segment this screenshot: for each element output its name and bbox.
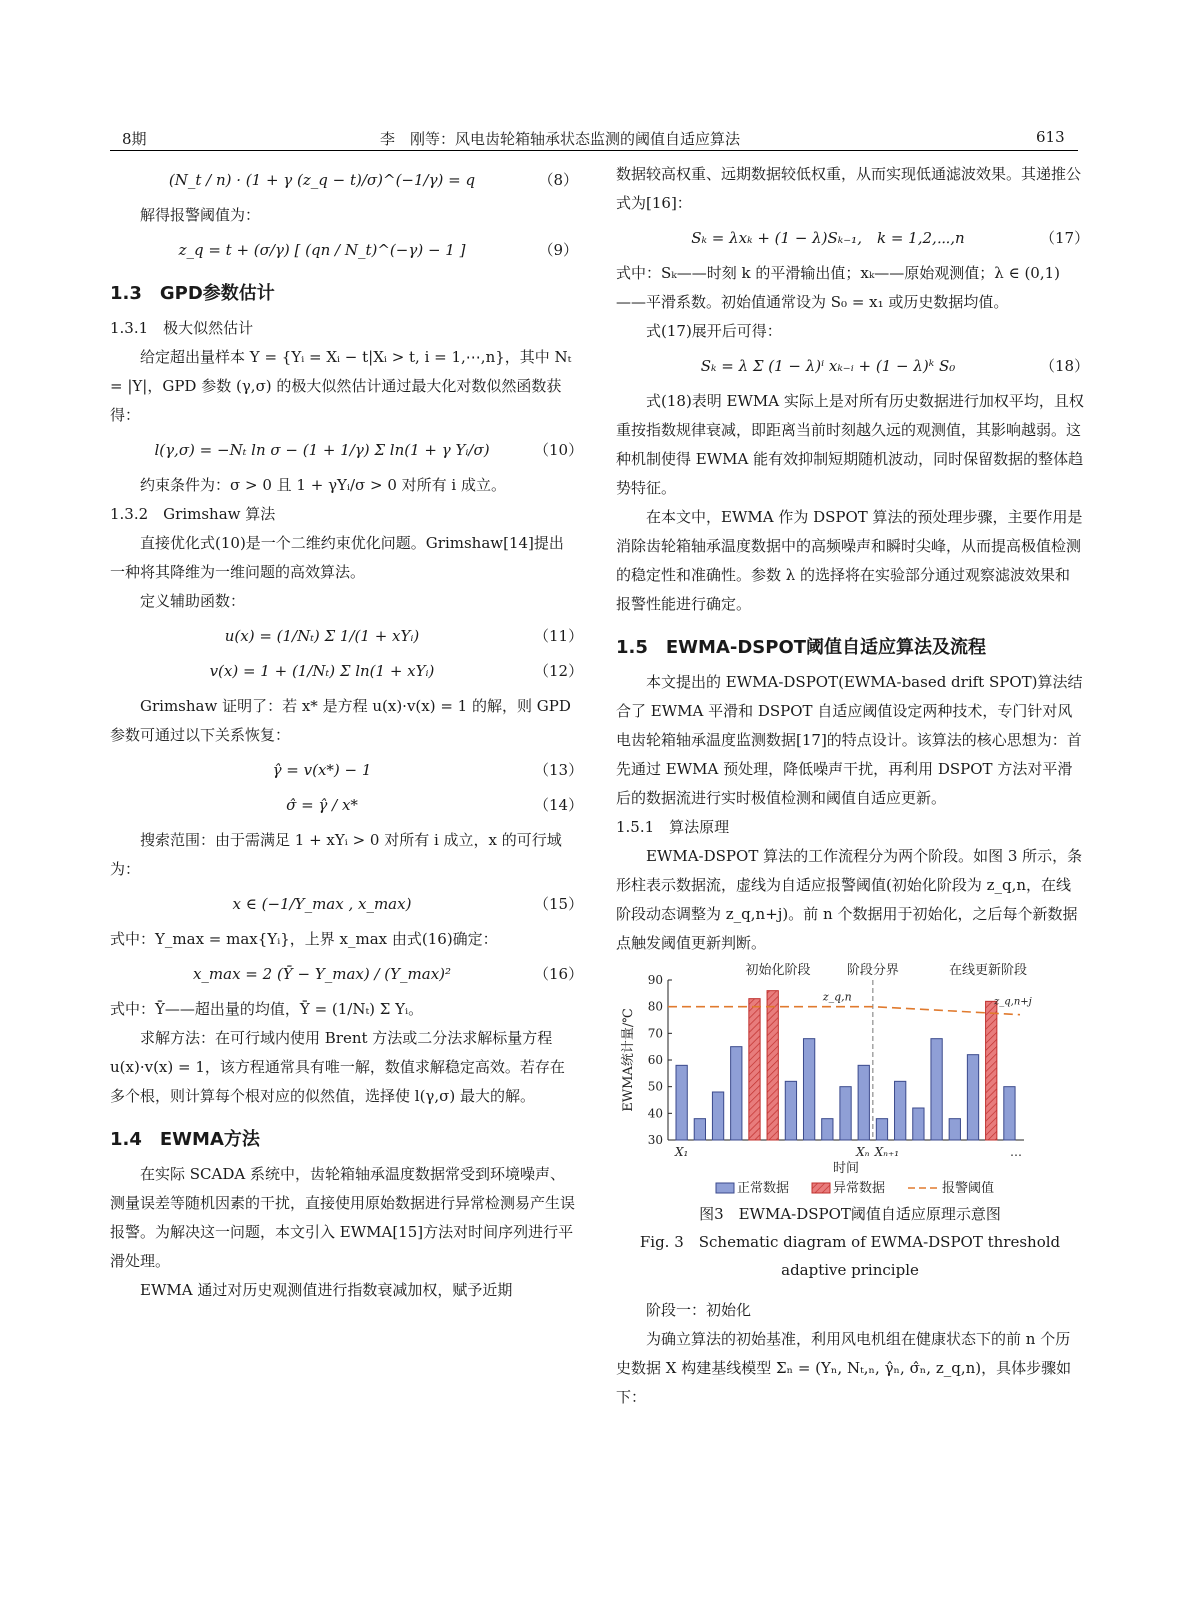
figure-caption-en-2: adaptive principle bbox=[781, 1261, 919, 1279]
paragraph-ybar: 式中：Ȳ——超出量的均值，Ȳ = (1/Nₜ) Σ Yᵢ。 bbox=[110, 1000, 424, 1018]
paragraph-grimshaw-proof: Grimshaw 证明了：若 x* 是方程 u(x)·v(x) = 1 的解，则 GPD 参数可通过以下关系恢复： bbox=[110, 697, 571, 744]
paragraph-ymax: 式中：Y_max = max{Yᵢ}，上界 x_max 由式(16)确定： bbox=[110, 930, 498, 948]
header-rule bbox=[110, 150, 1078, 151]
section-heading-1-5: 1.5 EWMA-DSPOT阈值自适应算法及流程 bbox=[616, 637, 987, 658]
figure-3-chart bbox=[616, 960, 1084, 1200]
chart-stage-label-init: 初始化阶段 bbox=[745, 963, 811, 978]
chart-legend-normal-swatch bbox=[716, 1183, 734, 1193]
paragraph-ewma-weight: EWMA 通过对历史观测值进行指数衰减加权，赋予近期 bbox=[140, 1281, 513, 1299]
chart-y-tick-label: 90 bbox=[647, 973, 663, 987]
subsection-heading-1-3-1: 1.3.1 极大似然估计 bbox=[110, 319, 254, 337]
paragraph-aux: 定义辅助函数： bbox=[140, 592, 246, 610]
chart-svg bbox=[616, 960, 1084, 1200]
subsection-heading-1-3-2: 1.3.2 Grimshaw 算法 bbox=[110, 505, 276, 523]
left-column bbox=[110, 160, 584, 1305]
chart-bar-normal bbox=[876, 1119, 887, 1140]
chart-legend-normal-label: 正常数据 bbox=[737, 1181, 790, 1196]
chart-bar-normal bbox=[858, 1065, 869, 1140]
equation-14: σ̂ = γ̂ / x* （14） bbox=[286, 796, 584, 814]
chart-stage-label-boundary: 阶段分界 bbox=[846, 963, 899, 978]
chart-x-label-n: Xₙ bbox=[856, 1145, 870, 1159]
paragraph-init: 为确立算法的初始基准，利用风电机组在健康状态下的前 n 个历史数据 X 构建基线模型 Σₙ = (Yₙ, Nₜ,ₙ, γ̂ₙ, σ̂ₙ, z_q,n)，具体步骤如下： bbox=[616, 1330, 1072, 1406]
chart-legend-threshold-label: 报警阈值 bbox=[942, 1181, 995, 1196]
chart-bar-normal bbox=[785, 1081, 796, 1140]
paragraph-eq17-where: 式中：Sₖ——时刻 k 的平滑输出值；xₖ——原始观测值；λ ∈ (0,1)——平滑系数。初始值通常设为 S₀ = x₁ 或历史数据均值。 bbox=[616, 264, 1061, 311]
subsection-heading-1-5-1: 1.5.1 算法原理 bbox=[616, 818, 730, 836]
chart-y-tick-label: 70 bbox=[647, 1026, 663, 1041]
chart-bar-normal bbox=[676, 1065, 687, 1140]
chart-x-axis-label: 时间 bbox=[832, 1161, 860, 1176]
chart-y-tick-label: 50 bbox=[647, 1079, 663, 1094]
paragraph-constraint: 约束条件为：σ > 0 且 1 + γYᵢ/σ > 0 对所有 i 成立。 bbox=[140, 476, 506, 494]
chart-x-label-end: … bbox=[1010, 1145, 1022, 1159]
chart-bar-abnormal bbox=[749, 999, 760, 1140]
paragraph-algorithm: 本文提出的 EWMA-DSPOT(EWMA-based drift SPOT)算法结合了 EWMA 平滑和 DSPOT 自适应阈值设定两种技术，专门针对风电齿轮箱轴承温度监测数据[17]的特点设计。该算法的核心思想为：首先通过 EWMA 预处理，降低噪声干扰，再利用 DSPOT 方法对平滑后的数据流进行实时极值检测和阈值自适应更新。 bbox=[616, 673, 1083, 807]
equation-13: γ̂ = v(x*) − 1 （13） bbox=[272, 761, 584, 779]
chart-x-label-first: X₁ bbox=[674, 1145, 689, 1159]
chart-bar-normal bbox=[694, 1119, 705, 1140]
chart-threshold-label-init: z_q,n bbox=[822, 990, 852, 1004]
header-issue: 8期 bbox=[122, 130, 147, 148]
figure-caption-en-1: Fig. 3 Schematic diagram of EWMA-DSPOT threshold bbox=[639, 1233, 1061, 1251]
chart-bar-normal bbox=[967, 1055, 978, 1140]
equation-15: x ∈ (−1/Y_max , x_max) （15） bbox=[232, 895, 584, 913]
chart-y-axis-label: EWMA统计量/℃ bbox=[621, 1008, 636, 1112]
chart-bar-normal bbox=[895, 1081, 906, 1140]
figure-caption-cn: 图3 EWMA-DSPOT阈值自适应原理示意图 bbox=[699, 1205, 1001, 1223]
paragraph-grimshaw: 直接优化式(10)是一个二维约束优化问题。Grimshaw[14]提出一种将其降维为一维问题的高效算法。 bbox=[110, 534, 564, 581]
chart-bar-normal bbox=[712, 1092, 723, 1140]
paragraph-continued: 数据较高权重、远期数据较低权重，从而实现低通滤波效果。其递推公式为[16]： bbox=[616, 165, 1082, 212]
chart-bar-normal bbox=[1004, 1087, 1015, 1140]
equation-11: u(x) = (1/Nₜ) Σ 1/(1 + xYᵢ) （11） bbox=[224, 627, 584, 645]
header-page-number: 613 bbox=[1036, 128, 1065, 146]
paragraph-principle: EWMA-DSPOT 算法的工作流程分为两个阶段。如图 3 所示，条形柱表示数据流，虚线为自适应报警阈值(初始化阶段为 z_q,n，在线阶段动态调整为 z_q,n+j)。前 n 个数据用于初始化，之后每个新数据点触发阈值更新判断。 bbox=[616, 847, 1083, 952]
chart-threshold-line bbox=[668, 1007, 1020, 1015]
chart-y-tick-label: 40 bbox=[647, 1106, 663, 1121]
equation-9: z_q = t + (σ/γ) [ (qn / N_t)^(−γ) − 1 ] （9） bbox=[178, 241, 578, 259]
chart-bar-normal bbox=[822, 1119, 833, 1140]
paragraph-search-range: 搜索范围：由于需满足 1 + xYᵢ > 0 对所有 i 成立，x 的可行域为： bbox=[110, 831, 562, 878]
equation-10: l(γ,σ) = −Nₜ ln σ − (1 + 1/γ) Σ ln(1 + γ Yᵢ/σ) （10） bbox=[154, 441, 584, 459]
paragraph-solve: 解得报警阈值为： bbox=[140, 206, 261, 224]
right-column bbox=[616, 160, 1090, 1412]
paragraph-expand: 式(17)展开后可得： bbox=[646, 322, 782, 340]
equation-18: Sₖ = λ Σ (1 − λ)ⁱ xₖ₋ᵢ + (1 − λ)ᵏ S₀ （18） bbox=[700, 357, 1090, 375]
chart-legend-abnormal-label: 异常数据 bbox=[833, 1181, 886, 1196]
chart-bar-normal bbox=[913, 1108, 924, 1140]
paragraph-mle: 给定超出量样本 Y = {Yᵢ = Xᵢ − t|Xᵢ > t, i = 1,⋯,n}，其中 Nₜ = |Y|，GPD 参数 (γ,σ) 的极大似然估计通过最大化对数似然函数获得： bbox=[110, 348, 572, 424]
chart-bar-normal bbox=[731, 1047, 742, 1140]
chart-bar-abnormal bbox=[986, 1001, 997, 1140]
chart-bar-normal bbox=[949, 1119, 960, 1140]
chart-bar-normal bbox=[803, 1039, 814, 1140]
chart-y-tick-label: 60 bbox=[647, 1053, 663, 1067]
chart-bar-normal bbox=[840, 1087, 851, 1140]
section-heading-1-4: 1.4 EWMA方法 bbox=[110, 1129, 260, 1150]
paragraph-eq18-meaning: 式(18)表明 EWMA 实际上是对所有历史数据进行加权平均，且权重按指数规律衰减，即距离当前时刻越久远的观测值，其影响越弱。这种机制使得 EWMA 能有效抑制短期随机波动，同时保留数据的整体趋势特征。 bbox=[616, 392, 1084, 497]
chart-y-tick-label: 80 bbox=[647, 999, 663, 1014]
chart-bar-abnormal bbox=[767, 991, 778, 1140]
chart-legend-abnormal-swatch bbox=[812, 1183, 830, 1193]
paragraph-solve-method: 求解方法：在可行域内使用 Brent 方法或二分法求解标量方程 u(x)·v(x) = 1，该方程通常具有唯一解，数值求解稳定高效。若存在多个根，则计算每个根对应的似然值，选择使 l(γ,σ) 最大的解。 bbox=[110, 1029, 565, 1105]
chart-threshold-label-online: z_q,n+j bbox=[994, 996, 1032, 1008]
equation-16: x_max = 2 (Ȳ − Y_max) / (Y_max)² （16） bbox=[192, 965, 584, 983]
chart-bar-normal bbox=[931, 1039, 942, 1140]
equation-12: v(x) = 1 + (1/Nₜ) Σ ln(1 + xYᵢ) （12） bbox=[209, 662, 584, 680]
paragraph-stage1: 阶段一：初始化 bbox=[646, 1301, 752, 1319]
paragraph-ewma-intro: 在实际 SCADA 系统中，齿轮箱轴承温度数据常受到环境噪声、测量误差等随机因素的干扰，直接使用原始数据进行异常检测易产生误报警。为解决这一问题，本文引入 EWMA[15]方法对时间序列进行平滑处理。 bbox=[110, 1165, 576, 1270]
paragraph-ewma-role: 在本文中，EWMA 作为 DSPOT 算法的预处理步骤，主要作用是消除齿轮箱轴承温度数据中的高频噪声和瞬时尖峰，从而提高极值检测的稳定性和准确性。参数 λ 的选择将在实验部分通过观察滤波效果和报警性能进行确定。 bbox=[616, 508, 1083, 613]
chart-y-tick-label: 30 bbox=[647, 1133, 663, 1147]
equation-17: Sₖ = λxₖ + (1 − λ)Sₖ₋₁, k = 1,2,⋯,n （17） bbox=[691, 229, 1090, 247]
chart-stage-label-online: 在线更新阶段 bbox=[948, 963, 1028, 978]
header-title: 李 刚等：风电齿轮箱轴承状态监测的阈值自适应算法 bbox=[380, 130, 741, 148]
section-heading-1-3: 1.3 GPD参数估计 bbox=[110, 283, 275, 304]
chart-x-label-n1: Xₙ₊₁ bbox=[874, 1145, 900, 1159]
equation-8: (N_t / n) · (1 + γ (z_q − t)/σ)^(−1/γ) = q （8） bbox=[168, 171, 578, 189]
